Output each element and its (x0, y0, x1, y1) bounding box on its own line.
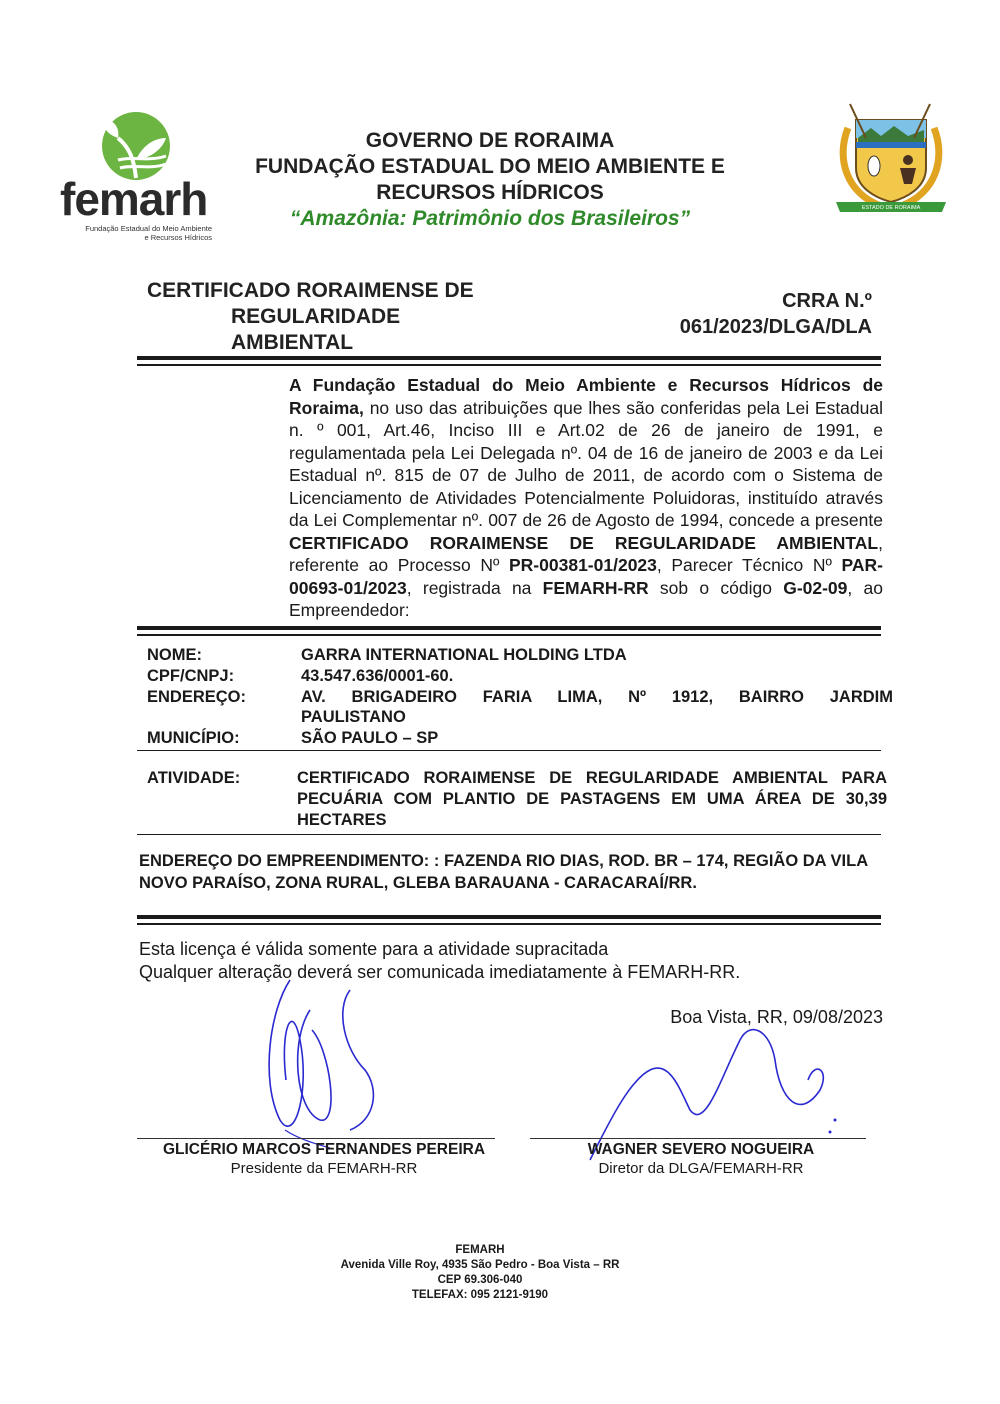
header-slogan: “Amazônia: Patrimônio dos Brasileiros” (289, 207, 691, 230)
divider (137, 834, 881, 835)
atividade-value: CERTIFICADO RORAIMENSE DE REGULARIDADE AMBIENTAL PARA PECUÁRIA COM PLANTIO DE PASTAGENS EM UMA ÁREA DE 30,39 HECTARES (297, 769, 887, 829)
divider (137, 923, 881, 925)
validity-line2: Qualquer alteração deverá ser comunicada imediatamente à FEMARH-RR. (139, 962, 741, 982)
atividade-label: ATIVIDADE: (147, 769, 241, 787)
cpf-value: 43.547.636/0001-60. (301, 667, 454, 685)
document-footer (300, 1243, 660, 1303)
header-line-government: GOVERNO DE RORAIMA (365, 129, 615, 152)
president-role: Presidente da FEMARH-RR (230, 1160, 418, 1177)
footer-telefax: TELEFAX: 095 2121-9190 (411, 1289, 549, 1301)
validity-notice (139, 938, 740, 984)
endereco-label: ENDEREÇO: (147, 688, 247, 706)
municipio-value: SÃO PAULO – SP (301, 729, 439, 747)
empreendimento-label: ENDEREÇO DO EMPREENDIMENTO: : (139, 852, 440, 870)
cpf-label: CPF/CNPJ: (147, 667, 235, 685)
roraima-crest (826, 98, 956, 223)
nome-label: NOME: (147, 646, 202, 664)
certificate-title-line3: AMBIENTAL (231, 331, 354, 354)
intro-paragraph: A Fundação Estadual do Meio Ambiente e Recursos Hídricos de Roraima, no uso das atribuições que lhes são conferidas pela Lei Estadual n. º 001, Art.46, Inciso III e Art.02 de 26 de janeiro de 1991, e regulamentada pela Lei Delegada nº. 04 de 16 de janeiro de 2003 e da Lei Estadual nº. 815 de 07 de Julho de 2011, de acordo com o Sistema de Licenciamento de Atividades Potencialmente Poluidoras, instituído através da Lei Complementar nº. 007 de 26 de Agosto de 1994, concede a presente CERTIFICADO RORAIMENSE DE REGULARIDADE AMBIENTAL, referente ao Processo Nº PR-00381-01/2023, Parecer Técnico Nº PAR-00693-01/2023, registrada na FEMARH-RR sob o código G-02-09, ao Empreendedor: (289, 375, 884, 620)
document-header (230, 128, 750, 232)
certificate-number (640, 288, 872, 340)
president-signature (250, 970, 400, 1150)
divider (137, 634, 881, 636)
signature-line (530, 1138, 866, 1139)
divider (137, 915, 881, 919)
header-line-resources: RECURSOS HÍDRICOS (376, 181, 604, 204)
certificate-title-line1: CERTIFICADO RORAIMENSE DE (147, 279, 474, 302)
president-name: GLICÉRIO MARCOS FERNANDES PEREIRA (162, 1141, 486, 1158)
certificate-title-line2: REGULARIDADE (231, 305, 401, 328)
empreendimento-value: FAZENDA RIO DIAS, ROD. BR – 174, REGIÃO DA VILA NOVO PARAÍSO, ZONA RURAL, GLEBA BARAUANA - CARACARAÍ/RR. (139, 852, 868, 892)
divider (137, 750, 881, 751)
endereco-value: AV. BRIGADEIRO FARIA LIMA, Nº 1912, BAIRRO JARDIM (301, 688, 893, 706)
divider (137, 626, 881, 630)
certificate-number-label: CRRA N.º (782, 290, 872, 312)
header-line-foundation: FUNDAÇÃO ESTADUAL DO MEIO AMBIENTE E (255, 155, 725, 178)
logo-caption: Fundação Estadual do Meio Ambiente e Recursos Hídricos (85, 224, 212, 242)
footer-cep: CEP 69.306-040 (437, 1274, 523, 1286)
endereco-value-line2: PAULISTANO (301, 708, 406, 726)
validity-line1: Esta licença é válida somente para a atividade supracitada (139, 939, 609, 959)
divider (137, 364, 881, 366)
director-role: Diretor da DLGA/FEMARH-RR (598, 1160, 804, 1177)
footer-address: Avenida Ville Roy, 4935 São Pedro - Boa Vista – RR (340, 1259, 620, 1271)
certificate-title (147, 278, 474, 356)
femarh-wordmark: femarh (60, 173, 208, 225)
issue-date: Boa Vista, RR, 09/08/2023 (670, 1007, 883, 1027)
municipio-label: MUNICÍPIO: (147, 729, 240, 747)
crest-ribbon-text: ESTADO DE RORAIMA (861, 205, 921, 211)
signature-line (137, 1138, 495, 1139)
director-name: WAGNER SEVERO NOGUEIRA (587, 1141, 815, 1158)
certificate-number-value: 061/2023/DLGA/DLA (679, 316, 872, 338)
nome-value: GARRA INTERNATIONAL HOLDING LTDA (301, 646, 627, 664)
footer-org: FEMARH (455, 1244, 505, 1256)
empreendimento-address (139, 850, 884, 894)
divider (137, 356, 881, 360)
